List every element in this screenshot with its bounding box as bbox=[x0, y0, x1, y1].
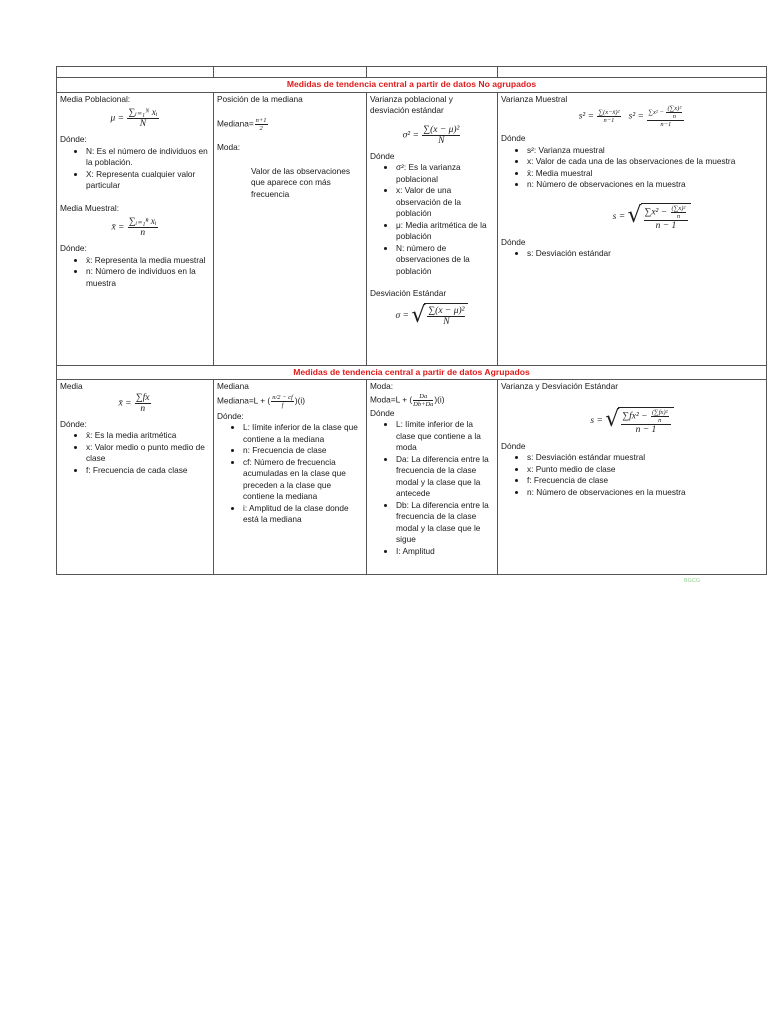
list-item: • f: Frecuencia de cada clase bbox=[86, 465, 210, 477]
formula-denominator: n bbox=[140, 403, 146, 414]
formula-numerator-a: ∑x² − bbox=[644, 207, 668, 218]
desviacion-muestral-formula: s = √ ∑x² − $\frac{\text{(∑x)²}}{n}$ n − 1 bbox=[541, 203, 763, 231]
donde-label: Dónde bbox=[370, 150, 395, 161]
formula-denominator: Db+Da bbox=[413, 400, 434, 408]
varianza-pob-list bbox=[370, 162, 494, 277]
donde-label: Dónde bbox=[501, 133, 526, 143]
formula-denominator: 2 bbox=[259, 125, 263, 132]
varianza-mue-list bbox=[501, 145, 763, 191]
formula-rhs: )(i) bbox=[294, 395, 305, 406]
formula-numerator-c: n bbox=[658, 416, 662, 424]
formula-lhs: Moda=L + ( bbox=[370, 394, 413, 405]
ungrouped-content-row bbox=[57, 92, 767, 365]
formula-numerator-b: (∑fx)² bbox=[651, 408, 668, 416]
donde-label: Dónde bbox=[501, 440, 526, 451]
list-item: • x̄: Media muestral bbox=[527, 168, 763, 180]
media-poblacional-list bbox=[60, 146, 210, 192]
formula-lhs: σ = bbox=[395, 310, 409, 321]
media-muestral-formula bbox=[60, 217, 210, 238]
formula-lhs: s² = bbox=[628, 111, 644, 122]
list-item: • f: Frecuencia de clase bbox=[527, 475, 763, 487]
formula-denominator: n bbox=[140, 228, 146, 238]
list-item: • μ: Media aritmética de la población bbox=[396, 220, 494, 243]
formula-rhs: )(i) bbox=[434, 394, 445, 405]
varianza-pob-title: Varianza poblacional y desviación estándar bbox=[370, 93, 453, 115]
list-item: • s: Desviación estándar bbox=[527, 248, 763, 260]
media-formula bbox=[60, 393, 210, 414]
donde-label: Dónde: bbox=[60, 243, 87, 253]
formula-numerator-c: n bbox=[672, 113, 676, 120]
cell-media-poblacional bbox=[57, 92, 214, 365]
media-muestral-title: Media Muestral: bbox=[60, 202, 120, 213]
moda-list bbox=[370, 419, 494, 557]
formula-numerator: ∑ᵢ₌₁ᴺ xᵢ bbox=[128, 108, 158, 118]
desviacion-muestral-list bbox=[501, 248, 763, 260]
ungrouped-header-row bbox=[57, 78, 767, 93]
list-item: • x̄: Es la media aritmética bbox=[86, 430, 210, 442]
list-item: • n: Frecuencia de clase bbox=[243, 445, 363, 457]
formula-numerator: ∑(x − μ)² bbox=[428, 306, 465, 316]
cell-mediana-agrupada bbox=[214, 380, 367, 575]
formula-numerator: Da bbox=[413, 393, 433, 401]
cell-posicion-mediana bbox=[214, 92, 367, 365]
mediana-title: Mediana bbox=[217, 381, 249, 391]
measures-table-sheet bbox=[56, 66, 766, 575]
list-item: • x: Punto medio de clase bbox=[527, 464, 763, 476]
list-item: • X: Representa cualquier valor particular bbox=[86, 169, 210, 192]
list-item: • s²: Varianza muestral bbox=[527, 145, 763, 157]
moda-formula bbox=[370, 393, 494, 408]
list-item: • N: número de observaciones de la población bbox=[396, 243, 494, 278]
formula-denominator: N bbox=[139, 119, 147, 129]
formula-numerator-b: (∑x)² bbox=[671, 204, 686, 212]
varianza-pob-formula bbox=[370, 125, 494, 146]
donde-label: Dónde bbox=[501, 236, 526, 247]
formula-denominator: n − 1 bbox=[635, 424, 657, 435]
mediana-list bbox=[217, 422, 363, 526]
cell-varianza-agrupada bbox=[498, 380, 767, 575]
formula-lhs: x̄ = bbox=[111, 222, 125, 233]
formula-denominator: f bbox=[281, 401, 284, 409]
mediana-title: Posición de la mediana bbox=[217, 93, 303, 104]
formula-lhs: Mediana= bbox=[217, 118, 254, 129]
formula-numerator-a: ∑fx² − bbox=[622, 411, 648, 422]
formula-denominator: N bbox=[438, 135, 445, 146]
formula-denominator: n − 1 bbox=[655, 220, 677, 231]
formula-lhs: s² = bbox=[578, 111, 595, 122]
watermark: BGCG bbox=[684, 578, 701, 584]
list-item: • N: Es el número de individuos en la población. bbox=[86, 146, 210, 169]
formula-lhs: σ² = bbox=[402, 130, 419, 141]
list-item: • x: Valor de una observación de la población bbox=[396, 185, 494, 220]
donde-label: Dónde: bbox=[60, 134, 87, 144]
formula-numerator: ∑(x−x̄)² bbox=[598, 109, 620, 116]
media-poblacional-title: Media Poblacional: bbox=[60, 93, 131, 104]
cell-varianza-muestral bbox=[498, 92, 767, 365]
list-item: • n: Número de observaciones en la muestra bbox=[527, 179, 763, 191]
formula-numerator: ∑(x − μ)² bbox=[423, 124, 460, 135]
desviacion-title: Desviación Estándar bbox=[370, 288, 447, 298]
mediana-formula bbox=[217, 117, 363, 132]
formula-denominator: n−1 bbox=[603, 117, 615, 124]
formula-numerator: ∑ᵢ₌₁ⁿ xᵢ bbox=[128, 217, 157, 227]
media-title: Media bbox=[60, 381, 83, 391]
donde-label: Dónde bbox=[370, 407, 395, 418]
cell-moda-agrupada bbox=[367, 380, 498, 575]
formula-denominator: n−1 bbox=[660, 121, 672, 128]
varianza-mue-title: Varianza Muestral bbox=[501, 93, 568, 104]
donde-label: Dónde: bbox=[60, 418, 87, 429]
mediana-formula bbox=[217, 394, 363, 409]
formula-numerator: n+1 bbox=[255, 117, 267, 124]
formula-lhs: s = bbox=[590, 415, 603, 426]
formula-lhs: Mediana=L + ( bbox=[217, 395, 271, 406]
grouped-header-row bbox=[57, 365, 767, 380]
list-item: • σ²: Es la varianza poblacional bbox=[396, 162, 494, 185]
list-item: • n: Número de individuos en la muestra bbox=[86, 266, 210, 289]
formula-lhs: s = bbox=[612, 211, 626, 222]
cell-media-agrupada bbox=[57, 380, 214, 575]
formula-denominator: N bbox=[443, 317, 450, 327]
list-item: • L: límite inferior de la clase que contiene a la mediana bbox=[243, 422, 363, 445]
varianza-title: Varianza y Desviación Estándar bbox=[501, 381, 618, 391]
moda-text: Valor de las observaciones que aparece con más frecuencia bbox=[251, 165, 351, 199]
list-item: • L: límite inferior de la clase que contiene a la moda bbox=[396, 419, 494, 454]
list-item: • n: Número de observaciones en la muestra bbox=[527, 487, 763, 499]
media-list bbox=[60, 430, 210, 476]
moda-title: Moda: bbox=[217, 142, 241, 152]
list-item: • x: Valor medio o punto medio de clase bbox=[86, 442, 210, 465]
list-item: • s: Desviación estándar muestral bbox=[527, 452, 763, 464]
media-poblacional-formula bbox=[60, 108, 210, 129]
varianza-list bbox=[501, 452, 763, 498]
formula-numerator-a: ∑x² − bbox=[648, 108, 664, 116]
media-muestral-list bbox=[60, 255, 210, 290]
measures-table bbox=[56, 66, 767, 575]
list-item: • cf: Número de frecuencia acumuladas en la clase que preceden a la clase que contiene la mediana bbox=[243, 457, 363, 503]
ungrouped-header: Medidas de tendencia central a partir de datos No agrupados bbox=[57, 78, 767, 93]
varianza-mue-formulas bbox=[501, 105, 763, 128]
empty-top-row bbox=[57, 67, 767, 78]
donde-label: Dónde: bbox=[217, 410, 244, 421]
formula-lhs: μ = bbox=[110, 113, 125, 124]
formula-numerator-c: n bbox=[676, 212, 681, 220]
list-item: • Db: La diferencia entre la frecuencia de la clase modal y la clase que le sigue bbox=[396, 500, 494, 546]
formula-numerator: ∑fx bbox=[135, 392, 150, 403]
formula-lhs: x̄ = bbox=[118, 398, 132, 409]
grouped-content-row bbox=[57, 380, 767, 575]
list-item: • Da: La diferencia entre la frecuencia de la clase modal y la clase que la antecede bbox=[396, 454, 494, 500]
varianza-formula: s = √ ∑fx² − $\frac{\text{(∑fx)²}}{n}$ n − 1 bbox=[501, 407, 763, 435]
cell-varianza-poblacional bbox=[367, 92, 498, 365]
formula-numerator-b: (∑x)² bbox=[667, 105, 682, 112]
list-item: • i: Amplitud de la clase donde está la mediana bbox=[243, 503, 363, 526]
list-item: • x: Valor de cada una de las observaciones de la muestra bbox=[527, 156, 763, 168]
list-item: • I: Amplitud bbox=[396, 546, 494, 558]
moda-title: Moda: bbox=[370, 381, 394, 391]
formula-numerator: n/2 − cf bbox=[272, 393, 293, 401]
list-item: • x̄: Representa la media muestral bbox=[86, 255, 210, 267]
desviacion-formula: σ = √ $\frac{\text{∑(x − μ)²}}{N}$ bbox=[370, 303, 494, 329]
grouped-header: Medidas de tendencia central a partir de datos Agrupados bbox=[57, 365, 767, 380]
